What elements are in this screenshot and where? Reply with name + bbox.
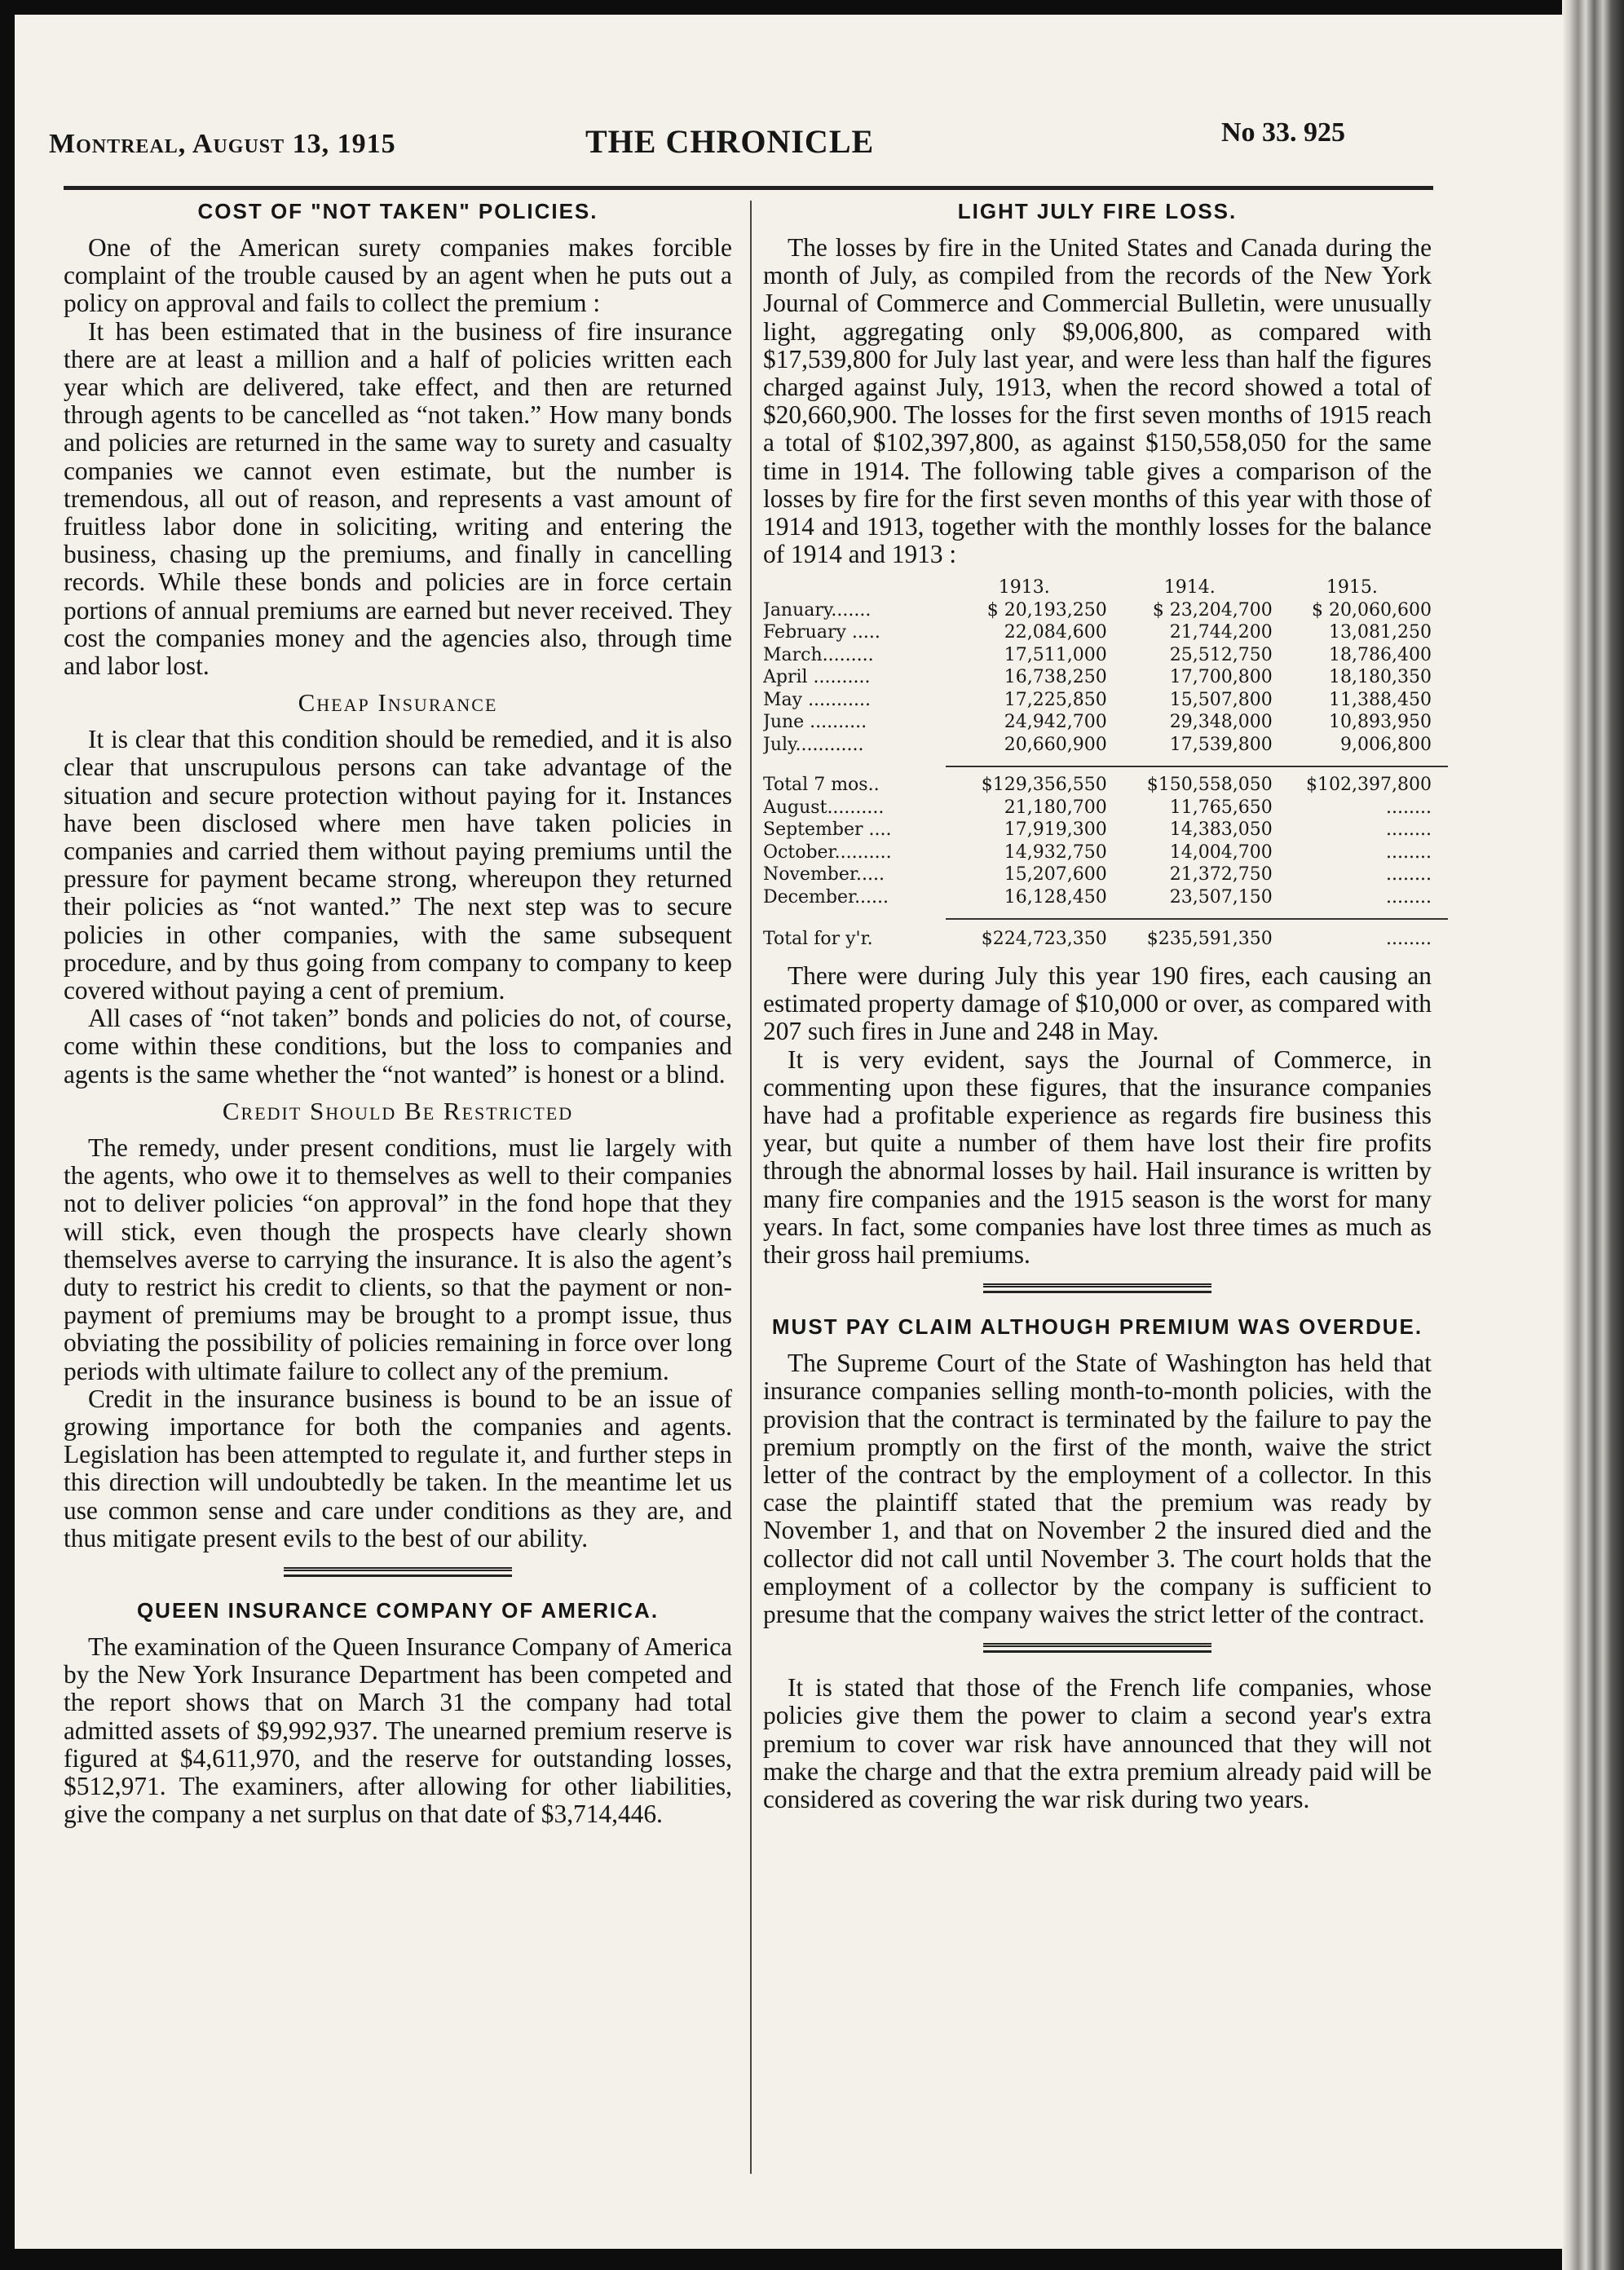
paragraph: One of the American surety companies makes forcible complaint of the trouble caused by an agent when he puts out a policy on approval and fails to collect the premium :	[64, 233, 732, 318]
table-cell-month: October..........	[763, 841, 892, 863]
table-cell-month: Total for y'r.	[763, 929, 873, 950]
article-title-light-july: LIGHT JULY FIRE LOSS.	[957, 199, 1238, 223]
table-cell: ........	[1386, 841, 1432, 863]
table-header-row	[763, 576, 1432, 599]
table-cell-month: July............	[763, 734, 864, 755]
header-issue-page-number: No 33. 925	[1221, 117, 1346, 148]
table-cell: $ 20,060,600	[1312, 599, 1432, 620]
table-cell-month: June ..........	[763, 712, 867, 733]
table-cell: 17,539,800	[1169, 734, 1273, 755]
table-cell: $ 20,193,250	[986, 599, 1107, 620]
table-row-total-7-months	[763, 774, 1432, 797]
year-header: 1914.	[1163, 577, 1216, 598]
table-rule	[946, 918, 1448, 928]
table-cell: 18,180,350	[1329, 667, 1432, 688]
table-cell: $235,591,350	[1146, 929, 1273, 950]
table-row	[763, 599, 1432, 622]
page-header	[15, 106, 1562, 171]
table-cell: 24,942,700	[1004, 712, 1107, 733]
paragraph: All cases of “not taken” bonds and policies do not, of course, come within these conditions, but the loss to companies and agents is the same whether the “not wanted” is honest or a blind.	[64, 1004, 732, 1089]
table-cell-month: Total 7 mos..	[763, 775, 880, 796]
section-separator	[983, 1283, 1211, 1293]
table-cell: 17,700,800	[1169, 667, 1273, 688]
table-row	[763, 734, 1432, 757]
paragraph: Credit in the insurance business is bound to be an issue of growing importance for both the companies and agents. Legislation has been attempted to regulate it, and further steps in this direction will undoubtedly be taken. In the meantime let us use common sense and care under conditions as they are, and thus mitigate present evils to the best of our ability.	[64, 1384, 732, 1552]
section-separator	[284, 1567, 512, 1577]
year-header: 1913.	[998, 577, 1050, 598]
table-cell: 17,919,300	[1004, 819, 1107, 841]
table-row	[763, 711, 1432, 734]
table-cell: ........	[1386, 797, 1432, 818]
paragraph: The losses by fire in the United States and Canada during the month of July, as compiled from the records of the New York Journal of Commerce and Commercial Bulletin, were unusually light, aggregating only $9,006,800, as compared with $17,539,800 for July last year, and were less than half the figures charged against July, 1913, when the record showed a total of $20,660,900. The losses for the first seven months of 1915 reach a total of $102,397,800, as against $150,558,050 for the same time in 1914. The following table gives a comparison of the losses by fire for the first seven months of this year with those of 1914 and 1913, together with the monthly losses for the balance of 1914 and 1913 :	[763, 233, 1432, 569]
table-cell-month: December......	[763, 886, 889, 908]
table-cell: 29,348,000	[1169, 712, 1273, 733]
header-dateline: Montreal, August 13, 1915	[49, 129, 396, 159]
table-row	[763, 689, 1432, 712]
table-cell-month: May ...........	[763, 689, 871, 710]
page-edge-binding	[1562, 0, 1624, 2270]
table-row	[763, 886, 1432, 909]
table-row	[763, 797, 1432, 819]
table-cell-month: August..........	[763, 797, 885, 818]
table-cell: ........	[1386, 886, 1432, 908]
paragraph: The Supreme Court of the State of Washington has held that insurance companies selling month-to-month policies, with the provision that the contract is terminated by the failure to pay the premium promptly on the first of the month, waive the strict letter of the contract by the employment of a collector. In this case the plaintiff stated that the premium was ready by November 1, and that on November 2 the insured died and the collector did not call until November 3. The court holds that the employment of a collector by the company is sufficient to presume that the company waives the strict letter of the contract.	[763, 1349, 1432, 1628]
table-cell: 15,207,600	[1004, 864, 1107, 885]
table-cell: 16,128,450	[1004, 886, 1107, 908]
table-cell: 13,081,250	[1329, 622, 1432, 643]
paragraph: The examination of the Queen Insurance Company of America by the New York Insurance Department has been competed and the report shows that on March 31 the company had total admitted assets of $9,992,937. The unearned premium reserve is figured at $4,611,970, and the reserve for outstanding losses, $512,971. The examiners, after allowing for other liabilities, give the company a net surplus on that date of $3,714,446.	[64, 1632, 732, 1829]
table-cell: 18,786,400	[1329, 644, 1432, 665]
table-cell-month: November.....	[763, 864, 885, 885]
header-rule	[64, 186, 1433, 190]
table-cell: 21,372,750	[1169, 864, 1273, 885]
table-cell: ........	[1386, 819, 1432, 841]
table-cell-month: April ..........	[763, 667, 871, 688]
table-cell: 21,744,200	[1169, 622, 1273, 643]
table-cell: $102,397,800	[1306, 775, 1432, 796]
table-cell: ........	[1386, 929, 1432, 950]
paragraph: It is stated that those of the French life companies, whose policies give them the power to claim a second year's extra premium to cover war risk have announced that they will not make the charge and that the extra premium already paid will be considered as covering the war risk during two years.	[763, 1673, 1432, 1814]
table-cell-month: February .....	[763, 622, 880, 643]
paragraph: It is clear that this condition should be remedied, and it is also clear that unscrupulous persons can take advantage of the situation and secure protection without paying for it. Instances have been disclosed where men have taken policies in companies and carried them without paying premiums until the pressure for payment became strong, whereupon they returned their policies as “not wanted.” The next step was to secure policies in other companies, with the same subsequent procedure, and by thus going from company to company to keep covered without paying a cent of premium.	[64, 725, 732, 1005]
column-divider	[750, 201, 752, 2174]
table-row	[763, 644, 1432, 667]
subheading-credit-restricted: Credit Should Be Restricted	[222, 1096, 574, 1125]
table-row-total-year	[763, 928, 1432, 951]
left-column	[64, 196, 732, 1828]
subheading-cheap-insurance: Cheap Insurance	[298, 688, 498, 718]
table-row	[763, 841, 1432, 864]
table-cell: 22,084,600	[1004, 622, 1107, 643]
table-cell: 25,512,750	[1169, 644, 1273, 665]
table-cell: 14,004,700	[1169, 841, 1273, 863]
table-cell: 10,893,950	[1329, 712, 1432, 733]
table-cell: 23,507,150	[1169, 886, 1273, 908]
table-row	[763, 819, 1432, 841]
table-cell: $150,558,050	[1146, 775, 1273, 796]
header-publication-title: THE CHRONICLE	[585, 123, 875, 160]
table-cell: 17,511,000	[1004, 644, 1107, 665]
article-title-must-pay-claim: MUST PAY CLAIM ALTHOUGH PREMIUM WAS OVERDUE.	[771, 1314, 1423, 1340]
table-cell: $129,356,550	[981, 775, 1107, 796]
table-cell: $ 23,204,700	[1152, 599, 1273, 620]
table-row	[763, 666, 1432, 689]
table-cell: 11,388,450	[1329, 689, 1432, 710]
table-row	[763, 863, 1432, 886]
section-separator	[983, 1643, 1211, 1653]
paragraph: The remedy, under present conditions, must lie largely with the agents, who owe it to themselves as well to their companies not to deliver policies “on approval” in the fond hope that they will stick, even though the prospects have clearly shown themselves averse to carrying the insurance. It is also the agent’s duty to restrict his credit to clients, so that the payment or non-payment of premiums may be brought to a prompt issue, thus obviating the possibility of policies remaining in force over long periods with ultimate failure to collect any of the premium.	[64, 1133, 732, 1385]
paragraph: There were during July this year 190 fires, each causing an estimated property damage of $10,000 or over, as compared with 207 such fires in June and 248 in May.	[763, 961, 1432, 1046]
paragraph: It is very evident, says the Journal of Commerce, in commenting upon these figures, that the insurance companies have had a profitable experience as regards fire business this year, but quite a number of them have lost their fire profits through the abnormal losses by hail. Hail insurance is written by many fire companies and the 1915 season is the worst for many years. In fact, some companies have lost three times as much as their gross hail premiums.	[763, 1044, 1432, 1269]
year-header: 1915.	[1326, 577, 1378, 598]
table-cell: 14,383,050	[1169, 819, 1273, 841]
table-cell-month: March.........	[763, 644, 874, 665]
table-cell-month: January.......	[763, 599, 872, 620]
table-cell: 16,738,250	[1004, 667, 1107, 688]
table-rule	[946, 766, 1448, 774]
right-column	[763, 196, 1432, 1813]
fire-loss-table	[763, 576, 1432, 951]
table-cell: 14,932,750	[1004, 841, 1107, 863]
table-cell-month: September ....	[763, 819, 892, 841]
paragraph: It has been estimated that in the business of fire insurance there are at least a million and a half of policies written each year which are delivered, take effect, and then are returned through agents to be cancelled as “not taken.” How many bonds and policies are returned in the same way to surety and casualty companies we cannot even estimate, but the number is tremendous, all out of reason, and represents a vast amount of fruitless labor done in soliciting, writing and entering the business, chasing up the premiums, and finally in cancelling records. While these bonds and policies are in force certain portions of annual premiums are earned but never received. They cost the companies money and the agencies also, through time and labor lost.	[64, 316, 732, 681]
article-title-not-taken: COST OF "NOT TAKEN" POLICIES.	[197, 199, 598, 223]
table-cell: 17,225,850	[1004, 689, 1107, 710]
table-cell: $224,723,350	[981, 929, 1107, 950]
article-title-queen-insurance: QUEEN INSURANCE COMPANY OF AMERICA.	[136, 1597, 660, 1623]
table-cell: 9,006,800	[1340, 734, 1432, 755]
table-cell: 20,660,900	[1004, 734, 1107, 755]
newspaper-page	[15, 15, 1562, 2249]
table-cell: 21,180,700	[1004, 797, 1107, 818]
table-row	[763, 621, 1432, 644]
table-cell: 15,507,800	[1169, 689, 1273, 710]
table-cell: 11,765,650	[1169, 797, 1273, 818]
table-cell: ........	[1386, 864, 1432, 885]
